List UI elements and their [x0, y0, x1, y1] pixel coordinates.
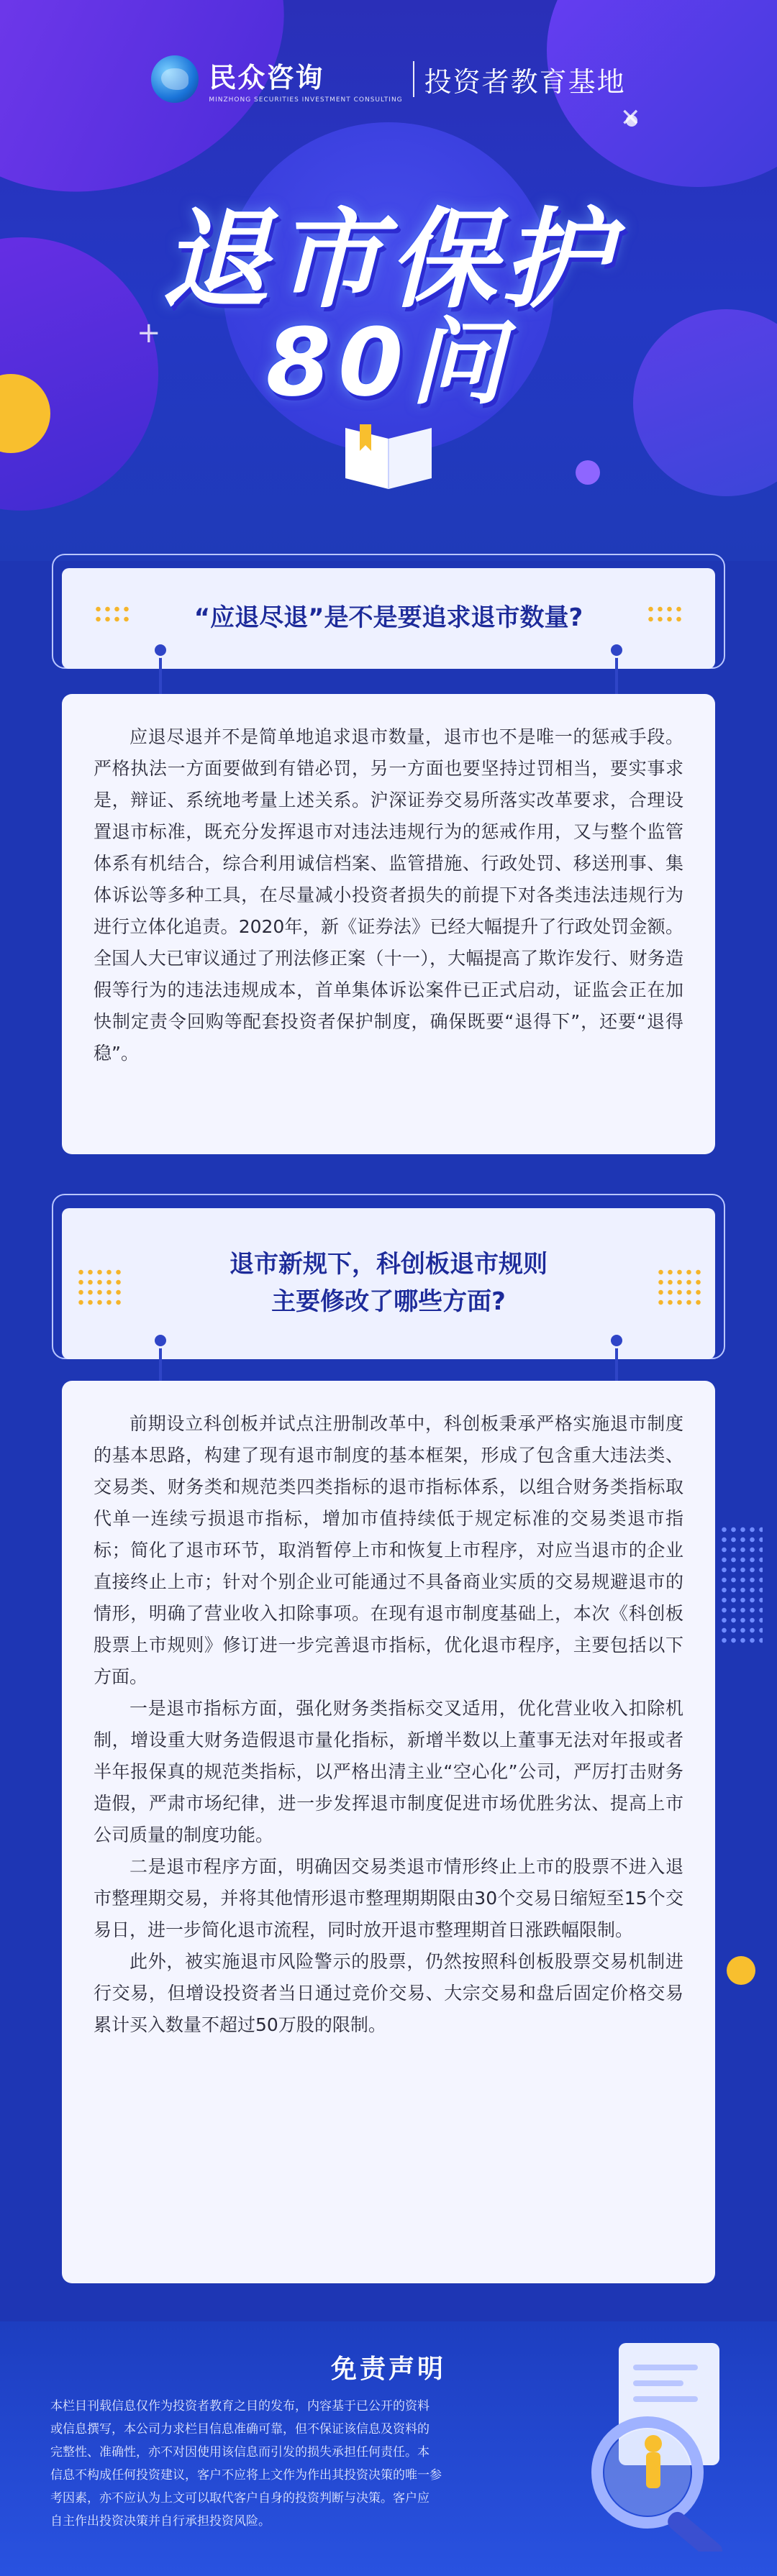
plus-mark-icon: + [137, 316, 161, 350]
decor-dots-icon [94, 604, 131, 624]
answer-paragraph: 一是退市指标方面，强化财务类指标交叉适用，优化营业收入扣除机制，增设重大财务造假退市量化指标，新增半数以上董事无法对年报或者半年报保真的规范类指标，以严格出清主业“空心化”公司，严厉打击财务造假，严肃市场纪律，进一步发挥退市制度促进市场优胜劣汰、提高上市公司质量的制度功能。 [94, 1698, 683, 1845]
decor-dots-icon [646, 604, 683, 624]
connector-dot [153, 1333, 168, 1348]
disclaimer-line: 信息不构成任何投资建议，客户不应将上文作为作出其投资决策的唯一参 [50, 2468, 442, 2483]
answer-paragraph: 此外，被实施退市风险警示的股票，仍然按照科创板股票交易机制进行交易，但增设投资者当日通过竞价交易、大宗交易和盘后固定价格交易累计买入数量不超过50万股的限制。 [94, 1951, 683, 2035]
connector-dot [609, 642, 624, 658]
close-mark-icon: ✕ [620, 104, 641, 132]
decor-dot-purple [576, 460, 600, 485]
question-title-1: “应退尽退”是不是要追求退市数量? [194, 603, 583, 632]
disclaimer-body [50, 2395, 554, 2533]
brand-header [0, 50, 777, 108]
decor-dots-icon [719, 1525, 763, 1647]
answer-paragraph: 前期设立科创板并试点注册制改革中，科创板秉承严格实施退市制度的基本思路，构建了现有退市制度的基本框架，形成了包含重大违法类、交易类、财务类和规范类四类指标的退市指标体系，以组合财务类指标取代单一连续亏损退市指标，增加市值持续低于规定标准的交易类退市指标；简化了退市环节，取消暂停上市和恢复上市程序，对应当退市的企业直接终止上市；针对个别企业可能通过不具备商业实质的交易规避退市的情形，明确了营业收入扣除事项。在现有退市制度基础上，本次《科创板股票上市规则》修订进一步完善退市指标，优化退市程序，主要包括以下方面。 [94, 1413, 683, 1687]
disclaimer-line: 完整性、准确性，亦不对因使用该信息而引发的损失承担任何责任。本 [50, 2445, 430, 2459]
answer-panel-1 [62, 694, 715, 1154]
question-title-2-line1: 退市新规下，科创板退市规则 [230, 1250, 547, 1279]
hero-title-line2: 80问 [265, 308, 512, 417]
brand-name: 民众咨询 [209, 60, 324, 93]
answer-panel-2 [62, 1381, 715, 2283]
connector-dot [153, 642, 168, 658]
open-book-icon [338, 421, 439, 493]
disclaimer-line: 本栏目刊载信息仅作为投资者教育之目的发布，内容基于已公开的资料 [50, 2399, 430, 2413]
brand-name-en: MINZHONG SECURITIES INVESTMENT CONSULTING [209, 96, 403, 104]
question-title-2-line2: 主要修改了哪些方面? [271, 1287, 506, 1316]
decor-circle-yellow-small [727, 1956, 755, 1985]
brand-name-block [209, 55, 402, 104]
decor-dots-icon [656, 1267, 703, 1307]
answer-paragraph: 二是退市程序方面，明确因交易类退市情形终止上市的股票不进入退市整理期交易，并将其他情形退市整理期期限由30个交易日缩短至15个交易日，进一步简化退市流程，同时放开退市整理期首日涨跌幅限制。 [94, 1856, 683, 1940]
brand-divider [413, 61, 414, 97]
globe-logo-icon [151, 55, 199, 103]
disclaimer-section [0, 2321, 777, 2576]
disclaimer-line: 考因素，亦不应认为上文可以取代客户自身的投资判断与决策。客户应 [50, 2491, 430, 2506]
disclaimer-title: 免责声明 [330, 2355, 446, 2384]
hero-title-line1: 退市保护 [160, 198, 616, 323]
disclaimer-line: 自主作出投资决策并自行承担投资风险。 [50, 2514, 271, 2529]
answer-paragraph: 应退尽退并不是简单地追求退市数量，退市也不是唯一的惩戒手段。严格执法一方面要做到有错必罚，另一方面也要坚持过罚相当，要实事求是，辩证、系统地考量上述关系。沪深证券交易所落实改革要求，合理设置退市标准，既充分发挥退市对违法违规行为的惩戒作用，又与整个监管体系有机结合，综合利用诚信档案、监管措施、行政处罚、移送刑事、集体诉讼等多种工具，在尽量减小投资者损失的前提下对各类违法违规行为进行立体化追责。2020年，新《证券法》已经大幅提升了行政处罚金额。全国人大已审议通过了刑法修正案（十一），大幅提高了欺诈发行、财务造假等行为的违法违规成本，首单集体诉讼案件已正式启动，证监会正在加快制定责令回购等配套投资者保护制度，确保既要“退得下”，还要“退得稳”。 [94, 726, 683, 1064]
disclaimer-line: 或信息撰写，本公司力求栏目信息准确可靠，但不保证该信息及资料的 [50, 2422, 430, 2436]
hero-banner [0, 0, 777, 561]
decor-dots-icon [76, 1267, 123, 1307]
brand-subtitle: 投资者教育基地 [424, 65, 626, 98]
connector-dot [609, 1333, 624, 1348]
magnifier-document-icon [568, 2336, 755, 2552]
